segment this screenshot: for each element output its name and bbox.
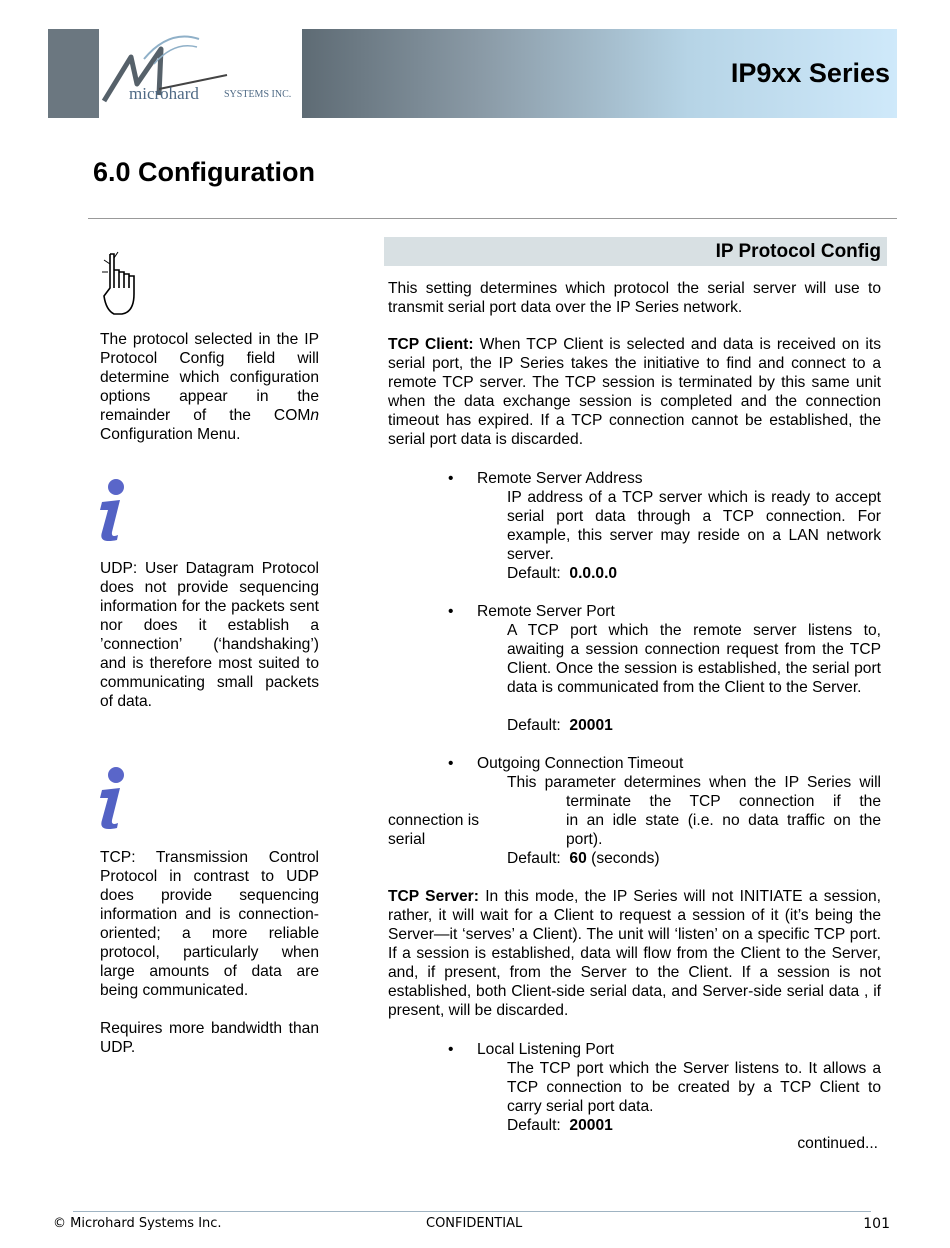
tcp-note [100,848,319,1057]
info-icon [94,766,128,837]
default-label: Default: [507,1117,561,1134]
udp-note-text: UDP: User Datagram Protocol does not provide sequencing information for the packets sent nor does it establish a ’connection’ (‘handshaking’) and is therefore most suited to communicating small packets of data. [100,560,319,710]
default-value: 0.0.0.0 [569,565,618,582]
remote-port-default [507,716,613,735]
bullet-icon: • [448,470,454,487]
config-title: IP Protocol Config [715,241,881,262]
bullet-icon: • [448,755,454,772]
timeout-desc-line1: This parameter determines when the IP Series will [507,774,881,791]
tcp-client-text: When TCP Client is selected and data is received on its serial port, the IP Series takes the initiative to find and connect to a remote TCP server. The TCP session is terminated by this same unit when the data exchange session is completed and the connection timeout has expired. If a TCP connection cannot be established, the serial port data is discarded. [388,336,881,448]
bullet-icon: • [448,1041,454,1058]
remote-port-desc: A TCP port which the remote server listens to, awaiting a session connection request from the TCP Client. Once the session is established, the serial port data is communicated from the Client to the Server. [507,622,881,696]
timeout-desc-line2: terminate the TCP connection if the [566,793,881,810]
series-title: IP9xx Series [730,58,890,88]
listen-port-default [507,1116,613,1135]
default-label: Default: [507,565,561,582]
section-heading: 6.0 Configuration [93,157,315,187]
tcp-note-text: TCP: Transmission Control Protocol in contrast to UDP does provide sequencing information and is connection-oriented; a more reliable protocol, particularly when large amounts of data are being communicated. [100,849,319,999]
microhard-logo-icon [99,29,302,118]
default-label: Default: [507,717,561,734]
remote-port-title: Remote Server Port [477,603,615,620]
timeout-desc-line4: port). [566,831,603,848]
udp-note [100,559,319,711]
intro-paragraph [388,279,881,317]
footer-divider [73,1211,871,1212]
pointing-hand-icon [100,250,150,323]
timeout-title: Outgoing Connection Timeout [477,755,684,772]
bullet-icon: • [448,603,454,620]
listen-port-title: Local Listening Port [477,1041,614,1058]
default-value: 20001 [569,1117,613,1134]
default-value: 60 [569,850,587,867]
footer-confidential: CONFIDENTIAL [426,1216,523,1231]
protocol-note-text: The protocol selected in the IP Protocol Config field will determine which configuration options appear in the remainder of the COM [100,331,319,424]
timeout-fragment-2: serial [388,831,426,848]
tcp-note-bandwidth: Requires more bandwidth than UDP. [100,1020,319,1056]
section-divider [88,218,897,219]
intro-text: This setting determines which protocol the serial server will use to transmit serial port data over the IP Series network. [388,280,881,316]
header-left-block [48,29,99,118]
tcp-client-paragraph [388,335,881,449]
default-label: Default: [507,850,561,867]
protocol-note-italic: n [310,407,319,424]
tcp-client-label: TCP Client: [388,336,474,353]
timeout-desc-line3: in an idle state (i.e. no data traffic on the [566,812,881,829]
timeout-default [507,849,660,868]
company-logo [99,29,302,118]
logo-subtext: SYSTEMS INC. [224,89,292,100]
listen-port-desc: The TCP port which the Server listens to. It allows a TCP connection to be created by a TCP Client to carry serial port data. [507,1060,881,1115]
info-icon [94,478,128,549]
remote-address-desc: IP address of a TCP server which is ready to accept serial port data through a TCP connection. For example, this server may reside on a LAN network server. [507,489,881,563]
protocol-note [100,330,319,444]
default-value: 20001 [569,717,613,734]
protocol-note-text-end: Configuration Menu. [100,426,241,443]
remote-address-default [507,564,617,583]
tcp-server-paragraph [388,887,881,1020]
logo-wordmark: microhard [129,84,199,103]
remote-address-title: Remote Server Address [477,470,643,487]
tcp-server-label: TCP Server: [388,888,479,905]
footer-copyright: © Microhard Systems Inc. [53,1216,222,1231]
tcp-server-text: In this mode, the IP Series will not INITIATE a session, rather, it will wait for a Client to request a session of it (it’s being the Server—it ‘serves’ a Client). The unit will ‘listen’ on a specific TCP port. If a session is established, data will flow from the Client to the Server, and, if present, from the Server to the Client. If a session is not established, both Client-side serial data, and Server-side serial data , if present, will be discarded. [388,888,881,1019]
timeout-fragment-1: connection is [388,812,480,829]
continued-note: continued... [797,1135,878,1152]
page-number: 101 [863,1216,890,1232]
default-unit: (seconds) [591,850,660,867]
